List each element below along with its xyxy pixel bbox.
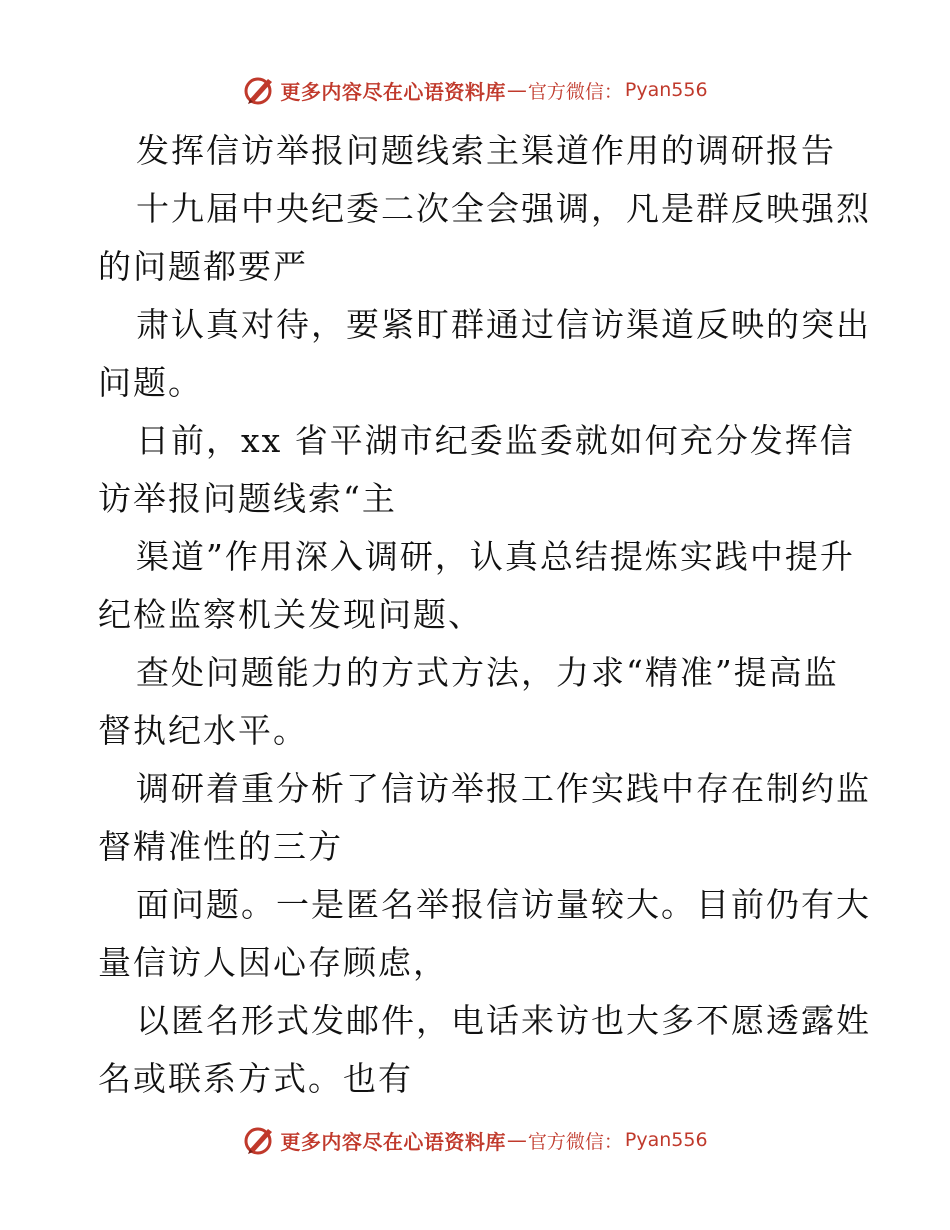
banner-wechat-label: 官方微信： (527, 1130, 623, 1153)
pen-logo-icon (242, 1123, 276, 1157)
footer-banner (0, 1120, 950, 1160)
doc-line: 面问题。一是匿名举报信访量较大。目前仍有大 (136, 885, 871, 924)
header-banner (0, 70, 950, 110)
doc-line: 日前，xx 省平湖市纪委监委就如何充分发挥信 (136, 421, 855, 460)
pen-logo-icon (242, 73, 276, 107)
banner-wechat-id: Pyan556 (624, 1129, 708, 1151)
banner-wechat-label: 官方微信： (527, 80, 623, 103)
banner-wechat-id: Pyan556 (624, 79, 708, 101)
doc-line: 十九届中央纪委二次全会强调，凡是群反映强烈 (136, 189, 871, 228)
doc-line: 查处问题能力的方式方法，力求“精准”提高监 (136, 653, 839, 692)
doc-title: 发挥信访举报问题线索主渠道作用的调研报告 (136, 131, 836, 170)
doc-line: 以匿名形式发邮件，电话来访也大多不愿透露姓 (136, 1001, 871, 1040)
doc-line: 调研着重分析了信访举报工作实践中存在制约监 (136, 769, 871, 808)
doc-line: 问题。 (98, 363, 203, 402)
doc-line: 肃认真对待，要紧盯群通过信访渠道反映的突出 (136, 305, 871, 344)
doc-line: 纪检监察机关发现问题、 (98, 595, 483, 634)
banner-separator: — (506, 78, 527, 102)
doc-line: 量信访人因心存顾虑， (98, 943, 448, 982)
doc-line: 名或联系方式。也有 (98, 1059, 413, 1098)
document-body (98, 122, 871, 1108)
doc-line: 访举报问题线索“主 (98, 479, 397, 518)
doc-line: 督精准性的三方 (98, 827, 343, 866)
doc-line: 渠道”作用深入调研，认真总结提炼实践中提升 (136, 537, 855, 576)
doc-line: 督执纪水平。 (98, 711, 308, 750)
banner-separator: — (506, 1128, 527, 1152)
banner-title: 更多内容尽在心语资料库 (280, 79, 506, 104)
banner-title: 更多内容尽在心语资料库 (280, 1129, 506, 1154)
doc-line: 的问题都要严 (98, 247, 308, 286)
